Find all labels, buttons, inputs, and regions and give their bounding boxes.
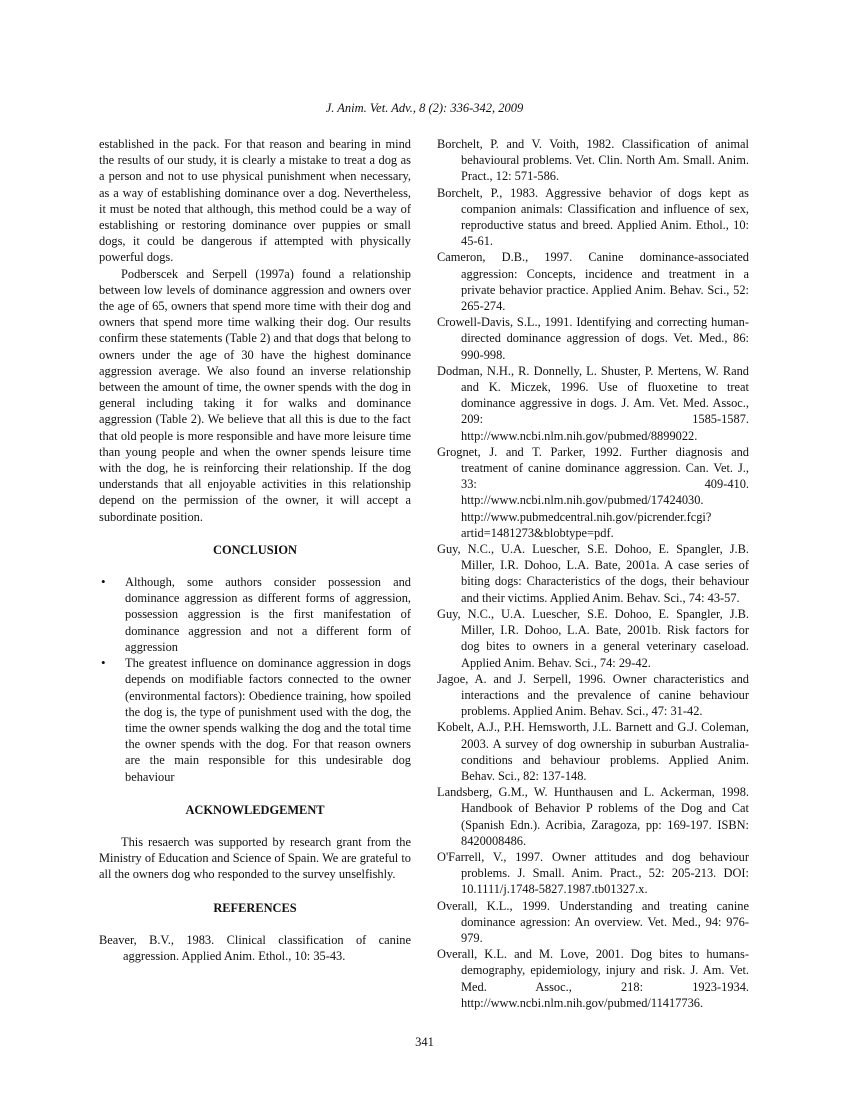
acknowledgement-text: This resaerch was supported by research grant from the Ministry of Education and Science of Spain. We are grateful to all the owners dog who responded to the survey unselfishly. xyxy=(99,834,411,882)
reference-entry: Overall, K.L., 1999. Understanding and treating canine dominance agression: An overview. Vet. Med., 94: 976-979. xyxy=(437,898,749,945)
discussion-paragraph: established in the pack. For that reason and bearing in mind the results of our study, it is clearly a mistake to treat a dog as a person and not to use physical punishment when necessary, as a way of establishing dominance over a dog. Nevertheless, it must be noted that although, this method could be a way of establishing or restoring dominance over puppies or small dogs, it could be dangerous if attempted with physically powerful dogs. xyxy=(99,137,411,265)
reference-entry: O'Farrell, V., 1997. Owner attitudes and dog behaviour problems. J. Small. Anim. Pract., 52: 205-213. DOI: 10.1111/j.1748-5827.1987.tb01327.x. xyxy=(437,849,749,897)
reference-entry: Kobelt, A.J., P.H. Hemsworth, J.L. Barnett and G.J. Coleman, 2003. A survey of dog ownership in suburban Australia-conditions and behaviour problems. Applied Anim. Behav. Sci., 82: 137-148. xyxy=(437,720,749,783)
reference-entry: Jagoe, A. and J. Serpell, 1996. Owner characteristics and interactions and the prevalence of canine behaviour problems. Applied Anim. Behav. Sci., 47: 31-42. xyxy=(437,671,749,719)
reference-entry: Beaver, B.V., 1983. Clinical classification of canine aggression. Applied Anim. Ethol., 10: 35-43. xyxy=(99,932,411,963)
right-column xyxy=(437,136,749,1011)
references-heading: REFERENCES xyxy=(213,900,297,915)
conclusion-item: • The greatest influence on dominance aggression in dogs depends on modifiable factors connected to the owner (environmental factors): Obedience training, how spoiled the dog is, the type of punishment used with the dog, the time the owner spends walking the dog and the total time the owner spends with the dog. For that reason owners are the main responsible for this undesirable dog behaviour xyxy=(99,655,411,785)
reference-entry: Guy, N.C., U.A. Luescher, S.E. Dohoo, E. Spangler, J.B. Miller, I.R. Dohoo, L.A. Bate, 2001a. A case series of biting dogs: Characteristics of the dogs, their behaviour and their victims. Applied Anim. Behav. Sci., 74: 43-57. xyxy=(437,542,749,605)
reference-entry: Crowell-Davis, S.L., 1991. Identifying and correcting human-directed dominance aggression of dogs. Vet. Med., 86: 990-998. xyxy=(437,315,749,362)
conclusion-item: • Although, some authors consider possession and dominance aggression as different forms of aggression, possession aggression is the first manifestation of dominance aggression and not a different form of aggression xyxy=(99,574,411,655)
reference-entry: Borchelt, P. and V. Voith, 1982. Classification of animal behavioural problems. Vet. Clin. North Am. Small. Anim. Pract., 12: 571-586. xyxy=(437,137,749,184)
acknowledgement-heading: ACKNOWLEDGEMENT xyxy=(185,802,325,817)
reference-entry: Overall, K.L. and M. Love, 2001. Dog bites to humans-demography, epidemiology, injury and risk. J. Am. Vet. Med. Assoc., 218: 1923-1934. http://www.ncbi.nlm.nih.gov/pubmed/11417736. xyxy=(437,947,749,1010)
left-column xyxy=(99,136,411,964)
reference-entry: Dodman, N.H., R. Donnelly, L. Shuster, P. Mertens, W. Rand and K. Miczek, 1996. Use of fluoxetine to treat dominance aggressive in dogs. J. Am. Vet. Med. Assoc., 209: 1585-1587. http://www.ncbi.nlm.nih.gov/pubmed/8899022. xyxy=(437,363,749,443)
conclusion-heading: CONCLUSION xyxy=(213,542,297,557)
conclusion-list xyxy=(99,574,411,785)
discussion-paragraph: Podberscek and Serpell (1997a) found a relationship between low levels of dominance aggression and owners over the age of 65, owners that spend more time with their dog and owners that spend more time walking their dog. Our results confirm these statements (Table 2) and that dogs that belong to owners under the age of 30 have the highest dominance aggression average. We also found an inverse relationship between the amount of time, the owner spends with the dog in general including taking it for walks and dominance aggression (Table 2). We believe that all this is due to the fact that old people is more responsible and have more leisure time than young people and when the owner spends leisure time with the dog, he is reinforcing their relationship. If the dog understands that all enjoyable activities in this relationship depend on the permission of the owner, it will accept a subordinate position. xyxy=(99,266,411,524)
reference-entry: Cameron, D.B., 1997. Canine dominance-associated aggression: Concepts, incidence and treatment in a private behavior practice. Applied Anim. Behav. Sci., 52: 265-274. xyxy=(437,250,749,314)
journal-header: J. Anim. Vet. Adv., 8 (2): 336-342, 2009 xyxy=(325,101,524,115)
reference-entry: Borchelt, P., 1983. Aggressive behavior of dogs kept as companion animals: Classification and influence of sex, reproductive status and breed. Applied Anim. Ethol., 10: 45-61. xyxy=(437,185,749,249)
reference-entry: Guy, N.C., U.A. Luescher, S.E. Dohoo, E. Spangler, J.B. Miller, I.R. Dohoo, L.A. Bate, 2001b. Risk factors for dog bites to owners in a general veterinary caseload. Applied Anim. Behav. Sci., 74: 29-42. xyxy=(437,606,749,670)
page-number: 341 xyxy=(415,1035,434,1049)
reference-entry: Landsberg, G.M., W. Hunthausen and L. Ackerman, 1998. Handbook of Behavior P roblems of the Dog and Cat (Spanish Edn.). Acribia, Zaragoza, pp: 169-197. ISBN: 8420008486. xyxy=(437,785,749,848)
reference-entry: Grognet, J. and T. Parker, 1992. Further diagnosis and treatment of canine dominance aggression. Can. Vet. J., 33: 409-410. http://www.ncbi.nlm.nih.gov/pubmed/17424030. http://www.pubmedcentral.nih.gov/picrender.fcgi?artid=1481273&blobtype=pdf. xyxy=(437,444,749,540)
